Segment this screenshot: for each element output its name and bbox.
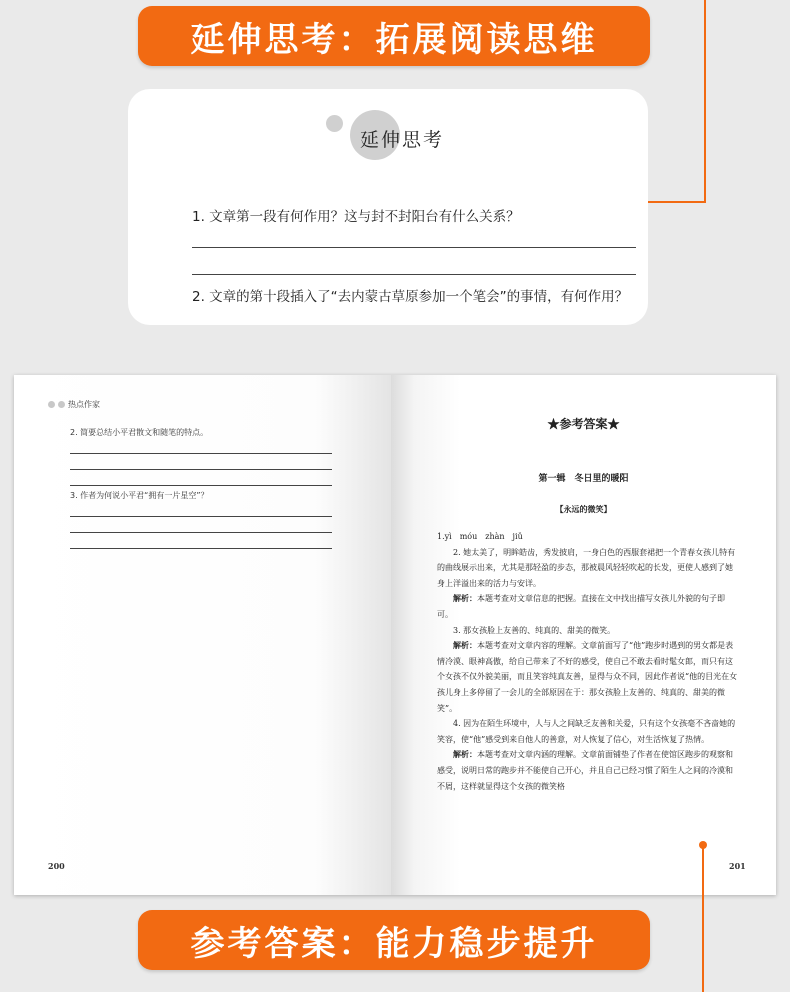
page-number: 201: [729, 861, 746, 871]
answer-4: 4. 因为在陌生环境中，人与人之间缺乏友善和关爱，只有这个女孩毫不吝啬她的笑容，使“他”感受到来自他人的善意，对人恢复了信心，对生活恢复了热情。: [437, 719, 736, 744]
question-1: 1. 文章第一段有何作用？这与封不封阳台有什么关系？: [192, 209, 520, 225]
page-header: [48, 399, 100, 410]
subsection-title: 【永远的微笑】: [555, 504, 612, 514]
question-2: 2. 简要总结小平君散文和随笔的特点。: [70, 428, 209, 437]
section-title: 第一辑 冬日里的暖阳: [538, 474, 629, 484]
analysis-4: 解析：本题考查对文章内涵的理解。文章前面铺垫了作者在使馆区跑步的观察和感受，说明日常的跑步并不能使自己开心，并且自己已经习惯了陌生人之间的冷漠和不屑，这样就显得这个女孩的微笑格: [437, 749, 733, 791]
banner-reference-answers: 参考答案：能力稳步提升: [138, 910, 650, 970]
extended-thinking-card: [128, 89, 648, 325]
header-dot-icon: [48, 401, 55, 408]
open-book: [14, 375, 776, 895]
decorative-dot-icon: [326, 115, 343, 132]
answer-line: [70, 516, 332, 517]
answers-title: ★参考答案★: [547, 417, 620, 431]
answer-1: 1.yì móu zhàn jiǔ: [437, 532, 523, 541]
right-page: [391, 375, 776, 895]
card-title: 延伸思考: [360, 129, 445, 151]
answer-line: [70, 485, 332, 486]
header-label: 热点作家: [68, 400, 100, 409]
answer-line: [70, 532, 332, 533]
answer-2: 2. 她太美了，明眸皓齿，秀发披肩，一身白色的西服套裙把一个青春女孩儿特有的曲线展示出来，尤其是那轻盈的步态，那被晨风轻轻吹起的长发，更使人感到了她身上洋溢出来的活力与安详。: [437, 547, 736, 588]
left-page: [14, 375, 391, 895]
connector-line-bottom: [702, 848, 704, 992]
analysis-2: 解析：本题考查对文章信息的把握。直接在文中找出描写女孩儿外貌的句子即可。: [437, 593, 725, 619]
analysis-label: 解析：: [453, 593, 477, 604]
answer-line: [192, 274, 636, 275]
page-number: 200: [48, 861, 65, 871]
banner-extended-thinking: 延伸思考：拓展阅读思维: [138, 6, 650, 66]
answer-line: [70, 453, 332, 454]
answer-line: [192, 247, 636, 248]
answer-line: [70, 469, 332, 470]
question-3: 3. 作者为何说小平君“拥有一片星空”？: [70, 491, 209, 500]
answers-body: [437, 529, 739, 794]
connector-line-top-vertical: [704, 0, 706, 203]
analysis-label: 解析：: [453, 640, 477, 651]
answer-line: [70, 548, 332, 549]
question-2: 2. 文章的第十段插入了“去内蒙古草原参加一个笔会”的事情，有何作用？: [192, 289, 629, 305]
analysis-3: 解析：本题考查对文章内容的理解。文章前面写了“他”跑步时遇到的男女都是表情冷漠、眼神高傲，给自己带来了不好的感受，使自己不敢去看时髦女郎，而只有这个女孩不仅外貌美丽，而且笑容纯真友善，显得与众不同，因此作者说“他的目光在女孩儿身上多停留了一会儿的全部原因在于：那女孩脸上友善的、纯真的、甜美的微笑”。: [437, 640, 738, 713]
answer-3: 3. 那女孩脸上友善的、纯真的、甜美的微笑。: [453, 625, 616, 635]
header-dot-icon: [58, 401, 65, 408]
analysis-label: 解析：: [453, 749, 477, 760]
connector-line-top-horizontal: [648, 201, 706, 203]
